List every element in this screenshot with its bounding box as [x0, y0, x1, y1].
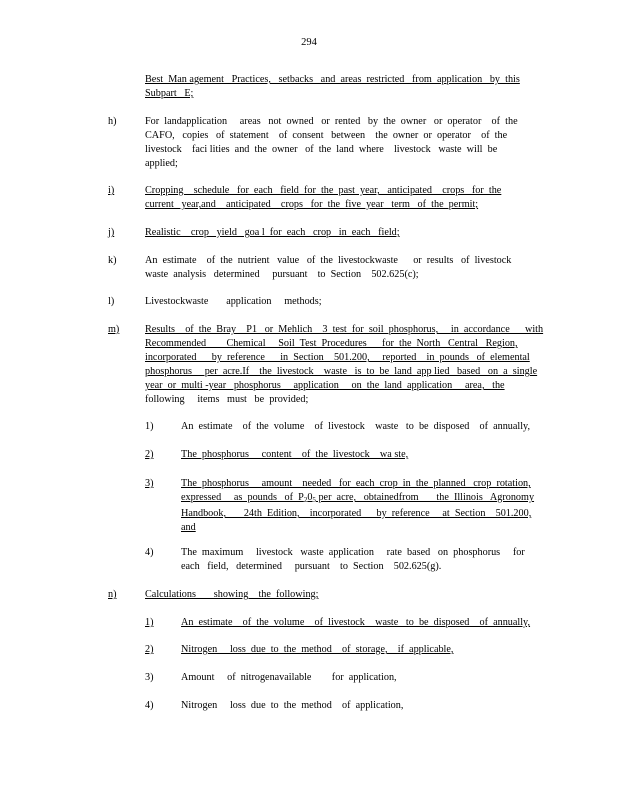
- item-text: [181, 477, 551, 535]
- intro-line: Subpart E;: [145, 88, 194, 99]
- item-marker: 3): [145, 672, 154, 683]
- subscript: 2: [303, 496, 308, 504]
- item-line: [181, 491, 551, 507]
- item-marker: 4): [145, 700, 154, 711]
- item-line: The maximum livestock waste application rate based on phosphorus for: [181, 547, 525, 558]
- item-line: CAFO, copies of statement of consent between the owner or operator of the: [145, 130, 508, 141]
- item-line: Handbook, 24th Edition, incorporated by reference at Section 501.200,: [181, 508, 532, 519]
- item-marker: 2): [145, 449, 154, 460]
- intro-paragraph: [145, 73, 545, 101]
- item-text: [181, 643, 541, 657]
- item-line: waste analysis determined pursuant to Section 502.625(c);: [145, 269, 419, 280]
- item-line: incorporated by reference in Section 501.200, reported in pounds of elemental: [145, 352, 530, 363]
- item-line: Calculations showing the following;: [145, 589, 319, 600]
- item-line-part: 0: [307, 492, 313, 503]
- item-marker: 1): [145, 617, 154, 628]
- item-line: Results of the Bray P1 or Mehlich 3 test for soil phosphorus, in accordance with: [145, 324, 544, 335]
- item-line: phosphorus per acre.If the livestock waste is to be land app lied based on a single: [145, 366, 538, 377]
- item-text: [145, 115, 545, 171]
- item-line-part: per acre, obtainedfrom the Illinois Agronomy: [315, 492, 535, 503]
- item-line: An estimate of the nutrient value of the livestockwaste or results of livestock: [145, 255, 512, 266]
- item-text: [181, 616, 541, 630]
- item-text: [181, 420, 541, 434]
- item-line: applied;: [145, 158, 178, 169]
- item-line: Amount of nitrogenavailable for application,: [181, 672, 397, 683]
- item-line: Recommended Chemical Soil Test Procedures for the North Central Region,: [145, 338, 518, 349]
- item-marker: i): [108, 185, 115, 196]
- item-marker: 4): [145, 547, 154, 558]
- item-text: [181, 448, 541, 462]
- item-line: Nitrogen loss due to the method of storage, if applicable,: [181, 644, 454, 655]
- item-line: year or multi -year phosphorus application on the land application area, the: [145, 380, 505, 391]
- item-text: [145, 295, 545, 309]
- item-marker: 3): [145, 478, 154, 489]
- item-line: The phosphorus amount needed for each crop in the planned crop rotation,: [181, 478, 531, 489]
- item-text: [145, 184, 545, 212]
- item-text: [145, 588, 545, 602]
- item-line: An estimate of the volume of livestock waste to be disposed of annually,: [181, 421, 531, 432]
- item-line: Livestockwaste application methods;: [145, 296, 322, 307]
- item-line: each field, determined pursuant to Section 502.625(g).: [181, 561, 442, 572]
- item-text: [145, 226, 545, 240]
- item-line: following items must be provided;: [145, 394, 309, 405]
- item-line: current year,and anticipated crops for the five year term of the permit;: [145, 199, 479, 210]
- item-marker: j): [108, 227, 115, 238]
- item-line: Nitrogen loss due to the method of application,: [181, 700, 404, 711]
- item-marker: n): [108, 589, 117, 600]
- item-text: [145, 254, 545, 282]
- item-line-part: expressed as pounds of P: [181, 492, 304, 503]
- item-text: [181, 546, 541, 574]
- item-line: The phosphorus content of the livestock wa ste,: [181, 449, 409, 460]
- item-line: Cropping schedule for each field for the past year, anticipated crops for the: [145, 185, 502, 196]
- item-text: [181, 671, 541, 685]
- item-marker: k): [108, 255, 117, 266]
- item-line: An estimate of the volume of livestock waste to be disposed of annually,: [181, 617, 531, 628]
- item-marker: h): [108, 116, 117, 127]
- item-line: and: [181, 522, 196, 533]
- item-line: For landapplication areas not owned or rented by the owner or operator of the: [145, 116, 518, 127]
- item-marker: 2): [145, 644, 154, 655]
- item-line: Realistic crop yield goa l for each crop in each field;: [145, 227, 400, 238]
- item-marker: l): [108, 296, 115, 307]
- item-text: [145, 323, 565, 407]
- item-marker: 1): [145, 421, 154, 432]
- intro-line: Best Man agement Practices, setbacks and areas restricted from application by this: [145, 74, 520, 85]
- item-line: livestock faci lities and the owner of the land where livestock waste will be: [145, 144, 498, 155]
- item-marker: m): [108, 324, 120, 335]
- subscript: 5: [312, 496, 316, 504]
- item-text: [181, 699, 541, 713]
- page-number: 294: [301, 37, 317, 48]
